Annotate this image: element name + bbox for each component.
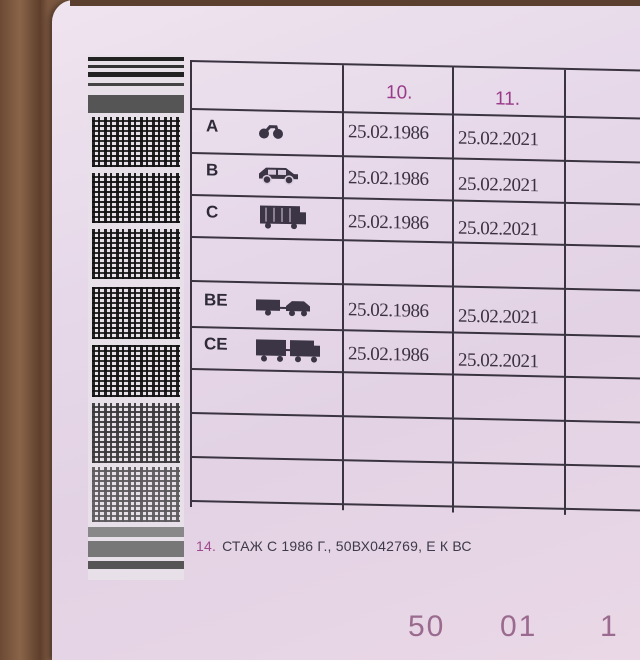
motorcycle-icon <box>258 121 284 140</box>
date-to-cell: 25.02.2021 <box>458 128 539 152</box>
serial-number-part: 50 <box>408 610 445 644</box>
date-to-cell: 25.02.2021 <box>458 306 539 330</box>
car-trailer-icon <box>254 295 312 318</box>
serial-number-part: 01 <box>500 610 537 644</box>
car-icon <box>256 163 300 186</box>
date-to-cell: 25.02.2021 <box>458 350 539 374</box>
date-to-cell: 25.02.2021 <box>458 218 539 242</box>
field-14-notes <box>196 538 472 554</box>
date-from-cell: 25.02.1986 <box>348 299 429 323</box>
category-label: C <box>206 202 218 222</box>
column-divider <box>342 65 344 510</box>
barcode-strip <box>88 55 184 580</box>
column-divider <box>564 70 566 515</box>
column-header-11: 11. <box>495 88 520 111</box>
card-top-edge <box>70 0 640 6</box>
category-label: CE <box>204 334 228 354</box>
column-divider <box>452 67 454 512</box>
date-from-cell: 25.02.1986 <box>348 343 429 367</box>
date-from-cell: 25.02.1986 <box>348 121 429 145</box>
truck-icon <box>258 203 308 230</box>
category-label: BE <box>204 290 228 310</box>
category-table <box>190 60 640 516</box>
column-header-10: 10. <box>386 82 412 105</box>
date-to-cell: 25.02.2021 <box>458 174 539 198</box>
field-14-text: СТАЖ С 1986 Г., 50ВХ042769, Е К ВС <box>222 538 472 554</box>
field-number: 14. <box>196 538 216 554</box>
truck-trailer-icon <box>254 337 322 364</box>
category-label: B <box>206 160 218 180</box>
date-from-cell: 25.02.1986 <box>348 167 429 191</box>
serial-number-part: 1 <box>600 610 619 644</box>
date-from-cell: 25.02.1986 <box>348 211 429 235</box>
category-label: A <box>206 116 218 136</box>
